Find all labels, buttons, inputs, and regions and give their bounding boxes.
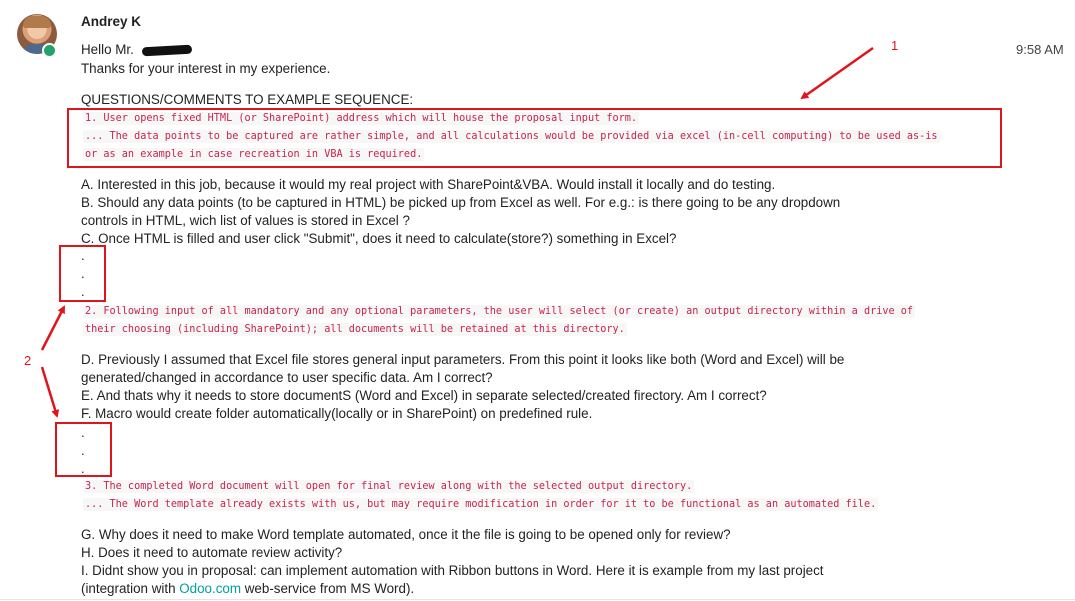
- ellipsis-dot: .: [81, 443, 85, 458]
- question-line: D. Previously I assumed that Excel file stores general input parameters. From this point it looks like both (Word and Excel) will be: [81, 352, 845, 367]
- question-line: G. Why does it need to make Word template automated, once it the file is going to be opened only for review?: [81, 527, 731, 542]
- quote2-line: their choosing (including SharePoint); all documents will be retained at this directory.: [85, 324, 625, 335]
- quote3-line: 3. The completed Word document will open for final review along with the selected output directory.: [85, 481, 693, 492]
- ellipsis-dot: .: [81, 248, 85, 263]
- question-line: generated/changed in accordance to user specific data. Am I correct?: [81, 370, 493, 385]
- quote1-line: 1. User opens fixed HTML (or SharePoint) address which will house the proposal input form.: [85, 113, 638, 124]
- question-line: E. And thats why it needs to store documentS (Word and Excel) in separate selected/created firectory. Am I correct?: [81, 388, 767, 403]
- arrow-to-box-2a: [42, 307, 64, 350]
- quote1-line: or as an example in case recreation in VBA is required.: [85, 149, 423, 160]
- question-line: controls in HTML, wich list of values is stored in Excel ?: [81, 213, 410, 228]
- ellipsis-dot: .: [81, 461, 85, 476]
- ellipsis-dot: .: [81, 266, 85, 281]
- question-line: A. Interested in this job, because it would my real project with SharePoint&VBA. Would install it locally and do testing.: [81, 177, 776, 192]
- message-time: 9:58 AM: [1016, 42, 1064, 57]
- arrow-to-box-1: [802, 48, 873, 98]
- annotation-label-1: 1: [891, 38, 899, 53]
- greeting-text: Hello Mr.: [81, 42, 134, 57]
- question-line: C. Once HTML is filled and user click "Submit", does it need to calculate(store?) something in Excel?: [81, 231, 677, 246]
- question-line: F. Macro would create folder automatically(locally or in SharePoint) on predefined rule.: [81, 406, 593, 421]
- quote3-line: ... The Word template already exists with us, but may require modification in order for it to be functional as an automated file.: [85, 499, 877, 510]
- section-heading: QUESTIONS/COMMENTS TO EXAMPLE SEQUENCE:: [81, 92, 414, 107]
- ellipsis-dot: .: [81, 425, 85, 440]
- divider: [0, 599, 1075, 600]
- odoo-link[interactable]: Odoo.com: [179, 581, 242, 596]
- ellipsis-dot: .: [81, 284, 85, 299]
- question-line: H. Does it need to automate review activity?: [81, 545, 343, 560]
- arrow-to-box-2b: [42, 367, 57, 416]
- quote2-line: 2. Following input of all mandatory and any optional parameters, the user will select (or create) an output directory within a drive of: [85, 306, 914, 317]
- annotation-label-2: 2: [24, 353, 32, 368]
- thanks-line: Thanks for your interest in my experience.: [81, 61, 331, 76]
- quote1-line: ... The data points to be captured are rather simple, and all calculations would be provided via excel (in-cell computing) to be used as-is: [85, 131, 938, 142]
- question-line: B. Should any data points (to be captured in HTML) be picked up from Excel as well. For e.g.: is there going to be any dropdown: [81, 195, 841, 210]
- last-line-prefix: (integration with: [81, 581, 180, 596]
- last-line-suffix: web-service from MS Word).: [241, 581, 415, 596]
- question-line: I. Didnt show you in proposal: can implement automation with Ribbon buttons in Word. Here it is example from my last project: [81, 563, 824, 578]
- author-name[interactable]: Andrey K: [81, 14, 142, 29]
